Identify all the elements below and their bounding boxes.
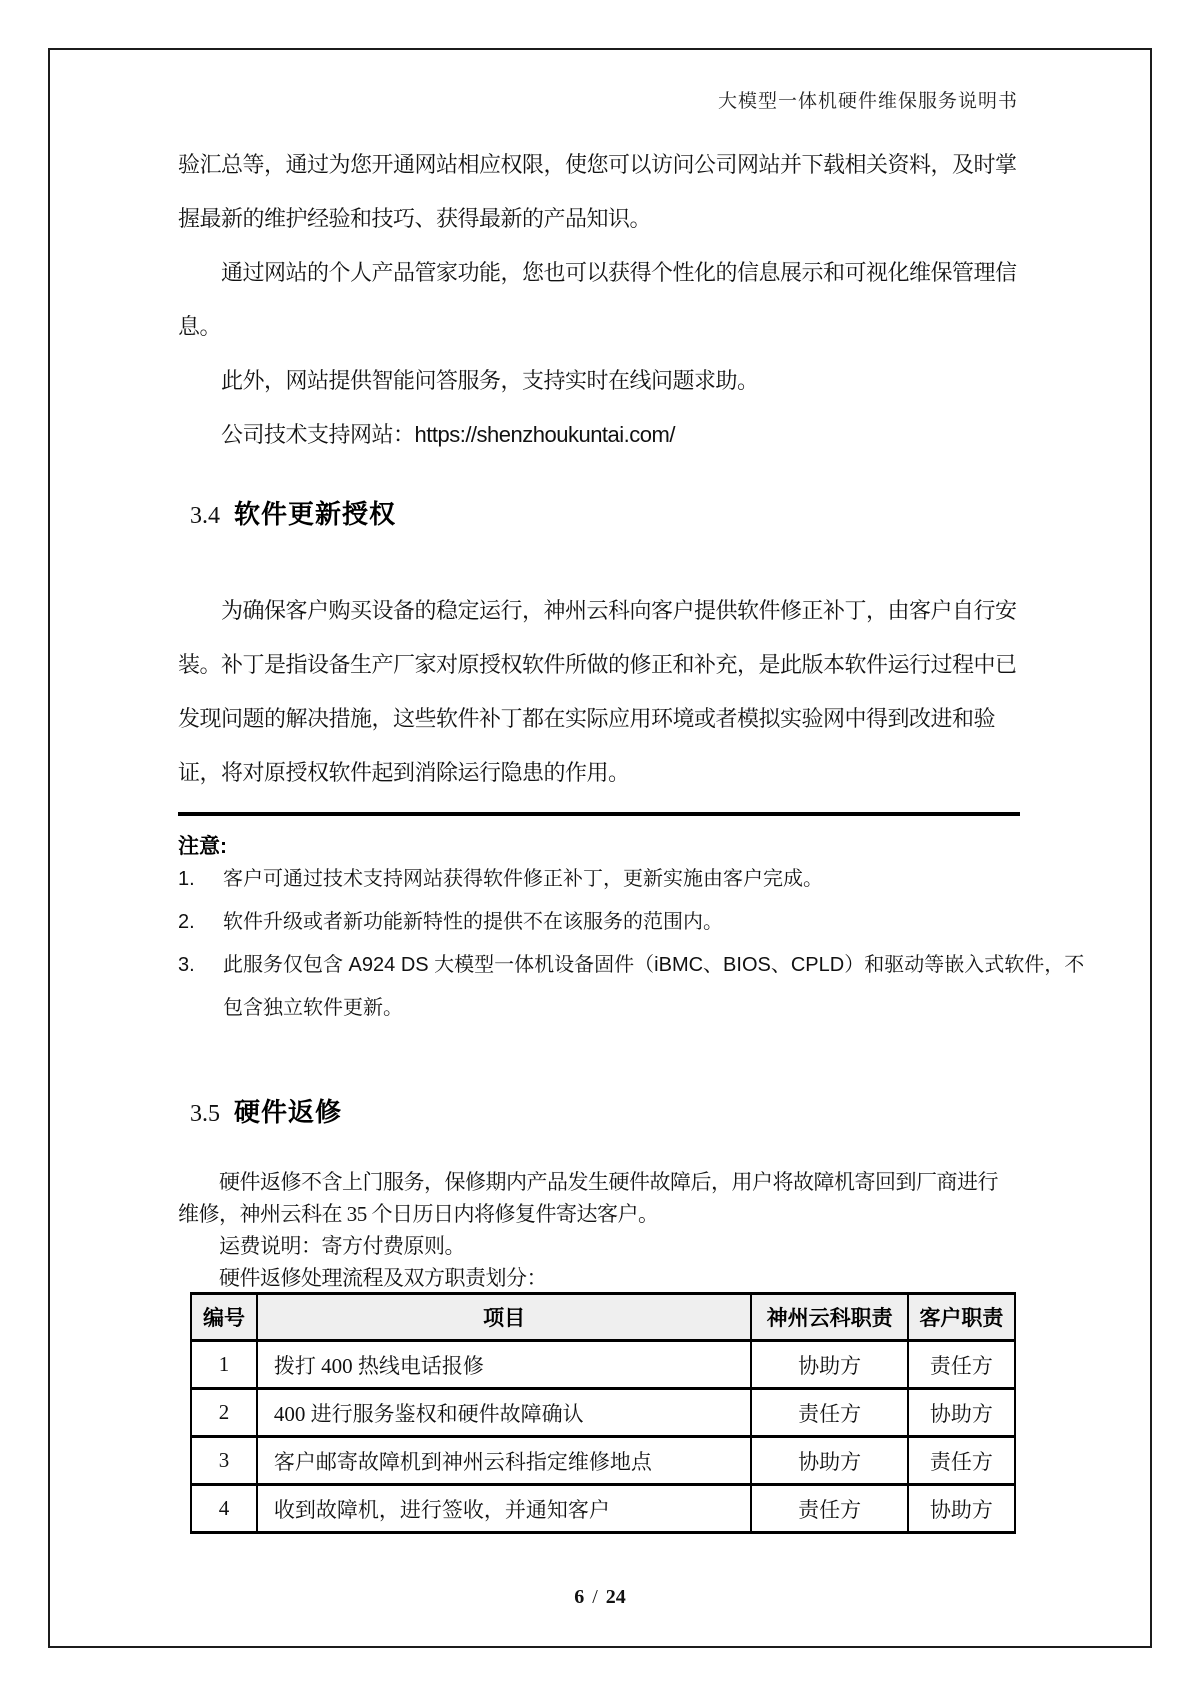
paragraph-line: 握最新的维护经验和技巧、获得最新的产品知识。: [178, 206, 652, 231]
paragraph-line: 运费说明：寄方付费原则。: [178, 1234, 465, 1258]
section-number: 3.4: [190, 503, 220, 529]
rma-responsibility-table: [190, 1292, 1016, 1534]
paragraph-line: 硬件返修不含上门服务，保修期内产品发生硬件故障后，用户将故障机寄回到厂商进行: [178, 1170, 998, 1194]
table-cell: 400 进行服务鉴权和硬件故障确认: [257, 1389, 751, 1437]
support-website-line: [178, 420, 1026, 474]
support-website-label: 公司技术支持网站：: [178, 422, 415, 447]
table-cell: 收到故障机，进行签收，并通知客户: [257, 1485, 751, 1533]
notice-label: 注意:: [178, 835, 227, 858]
support-website-link[interactable]: https://shenzhoukuntai.com/: [414, 422, 675, 447]
paragraph-line: 息。: [178, 314, 222, 339]
running-header-title: 大模型一体机硬件维保服务说明书: [717, 91, 1018, 112]
table-cell: 4: [191, 1485, 257, 1533]
list-item-number: 2.: [178, 911, 195, 933]
page-number-total: 24: [605, 1586, 626, 1608]
list-item-number: 3.: [178, 954, 195, 976]
table-cell: 协助方: [908, 1389, 1015, 1437]
table-cell: 协助方: [751, 1341, 908, 1389]
table-header-cell: 编号: [191, 1294, 257, 1341]
list-item-text: 客户可通过技术支持网站获得软件修正补丁，更新实施由客户完成。: [223, 868, 823, 890]
table-row: [191, 1389, 1015, 1437]
list-item: [178, 909, 1026, 952]
section-title: 软件更新授权: [234, 499, 397, 529]
paragraph-line: 此外，网站提供智能问答服务，支持实时在线问题求助。: [178, 368, 759, 393]
table-cell: 1: [191, 1341, 257, 1389]
paragraph-line: 为确保客户购买设备的稳定运行，神州云科向客户提供软件修正补丁，由客户自行安: [178, 598, 1017, 623]
section-3-5-paragraph: [178, 1169, 1026, 1297]
section-title: 硬件返修: [234, 1097, 343, 1127]
list-item-text: 软件升级或者新功能新特性的提供不在该服务的范围内。: [223, 911, 723, 933]
table-cell: 3: [191, 1437, 257, 1485]
section-3-4-paragraph: [178, 596, 1026, 812]
table-cell: 责任方: [908, 1341, 1015, 1389]
table-cell: 2: [191, 1389, 257, 1437]
paragraph-line: 验汇总等，通过为您开通网站相应权限，使您可以访问公司网站并下载相关资料，及时掌: [178, 152, 1017, 177]
paragraph-line: 证，将对原授权软件起到消除运行隐患的作用。: [178, 760, 630, 785]
page-number: [0, 1586, 1200, 1609]
table-row: [191, 1341, 1015, 1389]
table-header-cell: 客户职责: [908, 1294, 1015, 1341]
section-heading-3-4: [190, 494, 396, 531]
list-item-text: 此服务仅包含 A924 DS 大模型一体机设备固件（iBMC、BIOS、CPLD）和驱动等嵌入式软件，不: [223, 954, 1085, 976]
table-row: [191, 1437, 1015, 1485]
paragraph-line: 维修，神州云科在 35 个日历日内将修复件寄达客户。: [178, 1202, 659, 1226]
paragraph-line: 发现问题的解决措施，这些软件补丁都在实际应用环境或者模拟实验网中得到改进和验: [178, 706, 996, 731]
paragraph-line: 装。补丁是指设备生产厂家对原授权软件所做的修正和补充，是此版本软件运行过程中已: [178, 652, 1017, 677]
table-header-cell: 神州云科职责: [751, 1294, 908, 1341]
table-header-cell: 项目: [257, 1294, 751, 1341]
intro-paragraphs: [178, 150, 1026, 474]
table-cell: 责任方: [908, 1437, 1015, 1485]
table-cell: 协助方: [751, 1437, 908, 1485]
notice-list: [178, 866, 1085, 1038]
list-item-continuation: 包含独立软件更新。: [223, 997, 403, 1019]
list-item-number: 1.: [178, 868, 195, 890]
table-cell: 协助方: [908, 1485, 1015, 1533]
paragraph-line: 硬件返修处理流程及双方职责划分：: [178, 1266, 547, 1290]
page-number-separator: /: [592, 1586, 598, 1608]
table-row: [191, 1485, 1015, 1533]
table-header-row: [191, 1294, 1015, 1341]
list-item: [178, 952, 1085, 995]
section-heading-3-5: [190, 1092, 342, 1129]
table-cell: 拨打 400 热线电话报修: [257, 1341, 751, 1389]
page-number-current: 6: [574, 1586, 585, 1608]
table-cell: 客户邮寄故障机到神州云科指定维修地点: [257, 1437, 751, 1485]
table-cell: 责任方: [751, 1389, 908, 1437]
notice-divider-rule: [178, 812, 1020, 816]
table-cell: 责任方: [751, 1485, 908, 1533]
section-number: 3.5: [190, 1101, 220, 1127]
list-item: [178, 866, 1026, 909]
paragraph-line: 通过网站的个人产品管家功能，您也可以获得个性化的信息展示和可视化维保管理信: [178, 260, 1017, 285]
